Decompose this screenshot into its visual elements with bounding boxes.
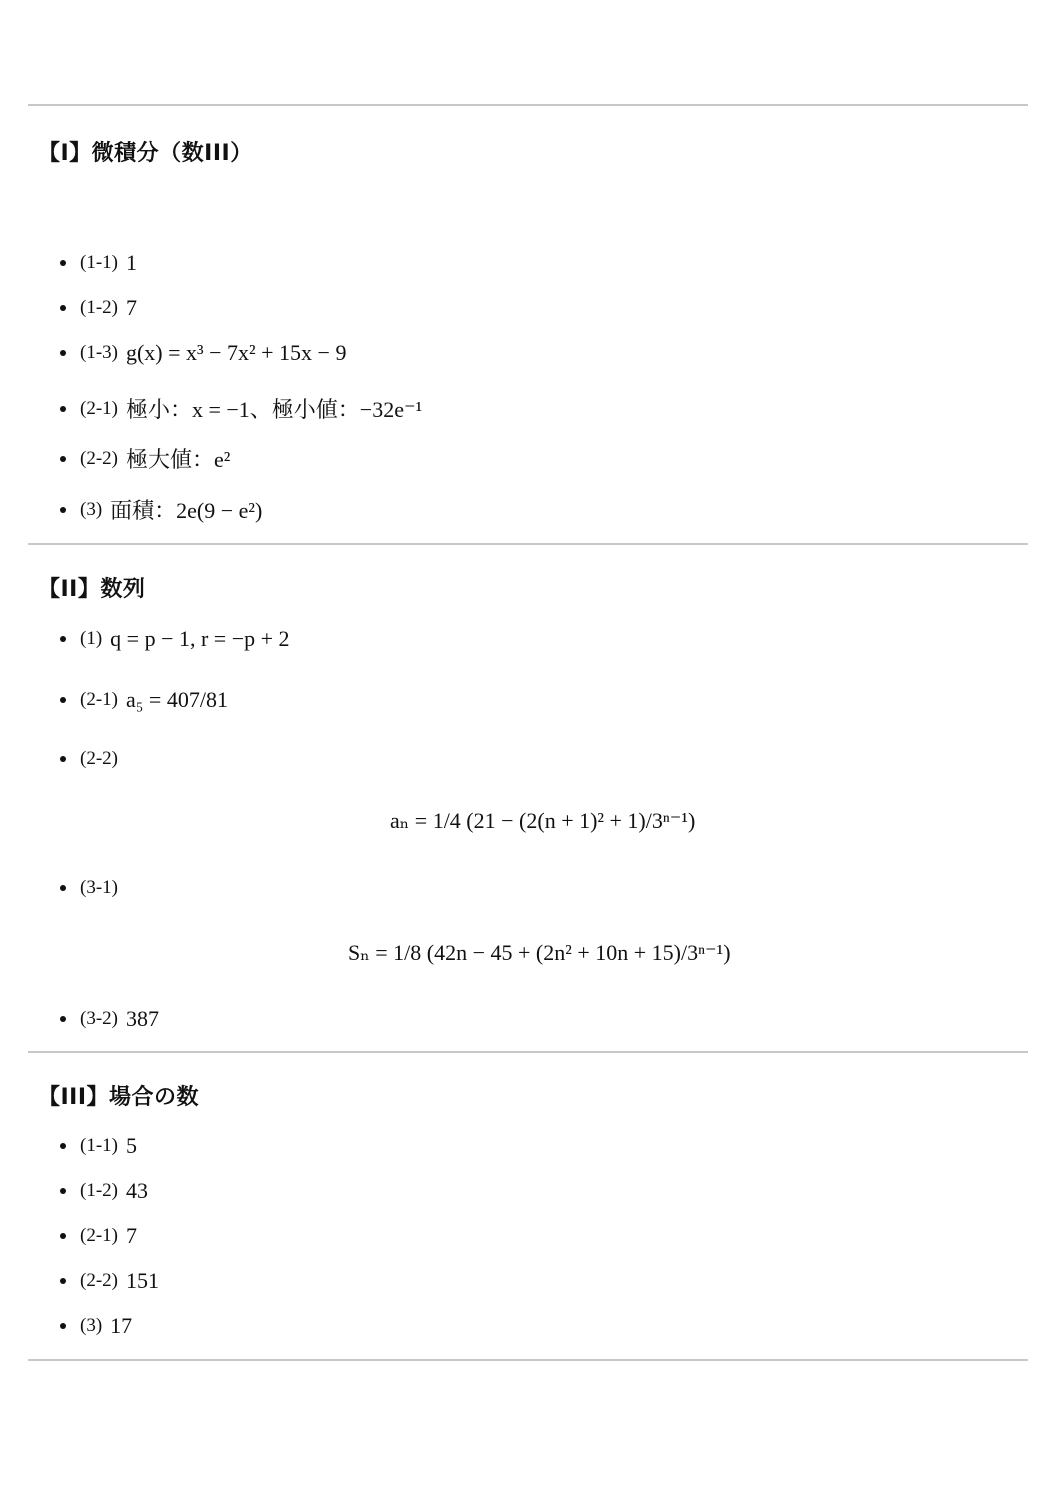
bullet bbox=[60, 636, 66, 642]
item-label: (1) bbox=[80, 628, 103, 649]
item-value: a₅ = 407/81 bbox=[125, 687, 228, 712]
list-item bbox=[60, 295, 137, 321]
section-title-2: 【II】数列 bbox=[38, 577, 146, 602]
bullet bbox=[60, 885, 66, 891]
list-item bbox=[60, 250, 137, 276]
item-label: (1-1) bbox=[80, 1135, 118, 1156]
bullet bbox=[60, 697, 66, 703]
list-item bbox=[60, 1133, 137, 1159]
item-label: (2-1) bbox=[80, 397, 118, 419]
item-value: 17 bbox=[110, 1313, 133, 1338]
list-item bbox=[60, 1006, 159, 1032]
list-item bbox=[60, 494, 262, 525]
bullet bbox=[60, 507, 66, 513]
display-equation bbox=[348, 940, 731, 966]
item-value: q = p − 1, r = −p + 2 bbox=[110, 626, 290, 651]
bullet bbox=[60, 260, 66, 266]
list-item bbox=[60, 443, 230, 474]
bullet bbox=[60, 1323, 66, 1329]
list-item bbox=[60, 1268, 159, 1294]
item-label: (3-2) bbox=[80, 1008, 118, 1029]
item-value: 7 bbox=[125, 295, 137, 320]
display-equation bbox=[390, 808, 695, 834]
list-item bbox=[60, 877, 126, 899]
bullet bbox=[60, 1188, 66, 1194]
list-item bbox=[60, 748, 126, 770]
item-label: (1-2) bbox=[80, 297, 118, 318]
item-value: 387 bbox=[125, 1006, 159, 1031]
bullet bbox=[60, 1278, 66, 1284]
item-label: (2-1) bbox=[80, 689, 118, 710]
divider bbox=[28, 1051, 1028, 1053]
list-item bbox=[60, 626, 290, 652]
item-label: (2-2) bbox=[80, 1270, 118, 1291]
item-label: (1-3) bbox=[80, 342, 118, 363]
list-item bbox=[60, 1313, 132, 1339]
divider bbox=[28, 1359, 1028, 1361]
item-value: g(x) = x³ − 7x² + 15x − 9 bbox=[125, 340, 347, 365]
bullet bbox=[60, 406, 66, 412]
divider bbox=[28, 104, 1028, 106]
list-item bbox=[60, 1223, 137, 1249]
bullet bbox=[60, 350, 66, 356]
item-value: 43 bbox=[125, 1178, 148, 1203]
bullet bbox=[60, 1233, 66, 1239]
bullet bbox=[60, 305, 66, 311]
list-item bbox=[60, 1178, 148, 1204]
item-value: aₙ = 1/4 (21 − (2(n + 1)² + 1)/3ⁿ⁻¹) bbox=[390, 808, 696, 833]
list-item bbox=[60, 687, 228, 713]
item-value: 面積：2e(9 − e²) bbox=[110, 498, 263, 523]
divider bbox=[28, 543, 1028, 545]
section-title-3: 【III】場合の数 bbox=[38, 1085, 200, 1110]
bullet bbox=[60, 456, 66, 462]
item-label: (3) bbox=[80, 498, 103, 520]
item-value: Sₙ = 1/8 (42n − 45 + (2n² + 10n + 15)/3ⁿ⁻¹) bbox=[348, 940, 731, 965]
bullet bbox=[60, 1143, 66, 1149]
item-value: 151 bbox=[125, 1268, 159, 1293]
list-item bbox=[60, 393, 422, 424]
item-label: (2-1) bbox=[80, 1225, 118, 1246]
item-label: (2-2) bbox=[80, 447, 118, 469]
item-label: (3-1) bbox=[80, 877, 118, 898]
item-label: (2-2) bbox=[80, 748, 118, 769]
item-label: (1-1) bbox=[80, 252, 118, 273]
item-value: 7 bbox=[125, 1223, 137, 1248]
item-label: (1-2) bbox=[80, 1180, 118, 1201]
section-title-1: 【I】微積分（数III） bbox=[38, 141, 253, 166]
bullet bbox=[60, 1016, 66, 1022]
item-value: 1 bbox=[125, 250, 137, 275]
list-item bbox=[60, 340, 346, 366]
item-value: 極大値：e² bbox=[125, 447, 231, 472]
item-value: 5 bbox=[125, 1133, 137, 1158]
bullet bbox=[60, 756, 66, 762]
item-value: 極小：x = −1、極小値：−32e⁻¹ bbox=[125, 397, 423, 422]
item-label: (3) bbox=[80, 1315, 103, 1336]
